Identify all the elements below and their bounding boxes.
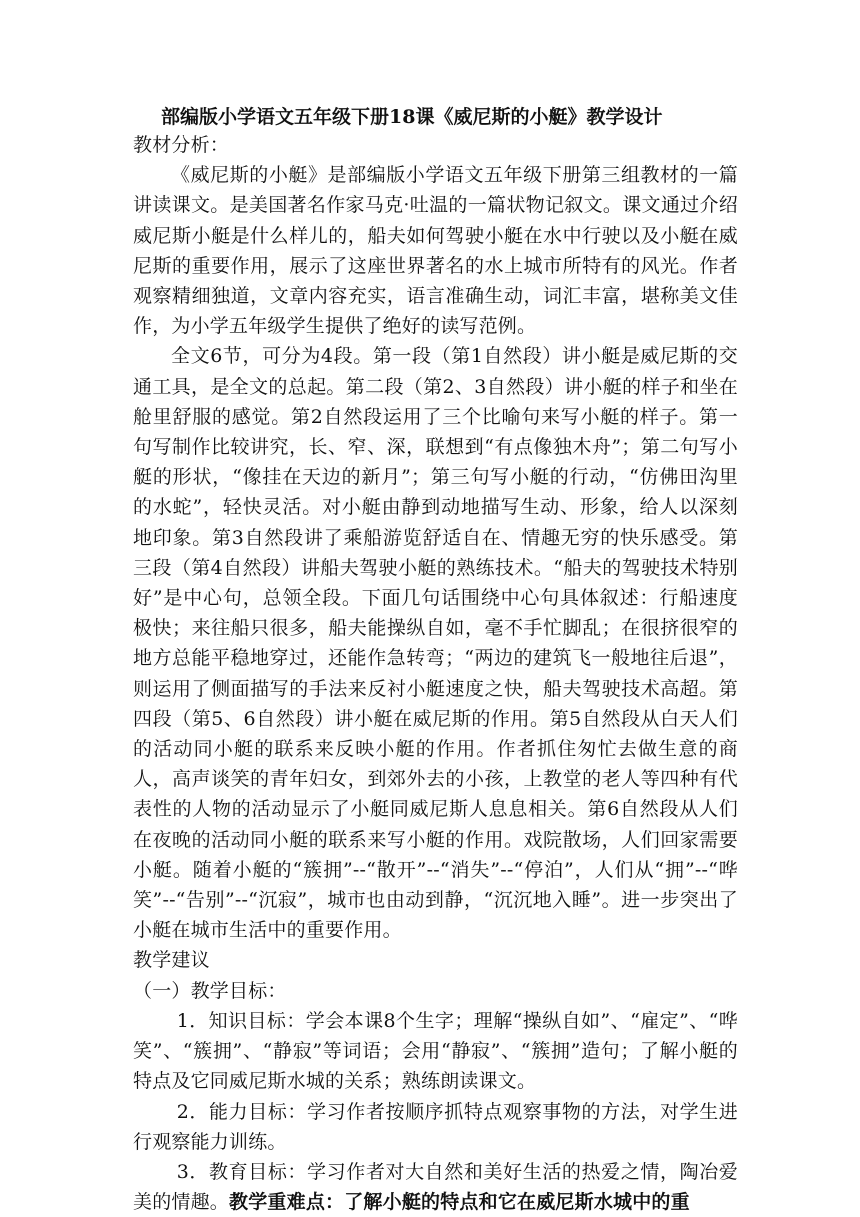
document-title: 部编版小学语文五年级下册18课《威尼斯的小艇》教学设计 (161, 106, 663, 128)
key-points-label: 教学重难点：了解小艇的特点和它在威尼斯水城中的重 (229, 1191, 690, 1214)
goals-heading: （一）教学目标： (133, 979, 287, 1002)
section-heading-suggestion: 教学建议 (133, 949, 210, 972)
goal-education-text: 3．教育目标：学习作者对大自然和美好生活的热爱之情，陶冶爱美的情趣。 (133, 1160, 738, 1214)
analysis-paragraph-1: 《威尼斯的小艇》是部编版小学语文五年级下册第三组教材的一篇讲读课文。是美国著名作家马克·吐温的一篇状物记叙文。课文通过介绍威尼斯小艇是什么样儿的，船夫如何驾驶小艇在水中行驶以及小艇在威尼斯的重要作用，展示了这座世界著名的水上城市所特有的风光。作者观察精细独道，文章内容充实，语言准确生动，词汇丰富，堪称美文佳作，为小学五年级学生提供了绝好的读写范例。 (133, 164, 738, 338)
section-heading-analysis: 教材分析： (133, 134, 230, 156)
goal-knowledge: 1．知识目标：学会本课8个生字；理解“操纵自如”、“雇定”、“哗笑”、“簇拥”、“静寂”等词语；会用“静寂”、“簇拥”造句；了解小艇的特点及它同威尼斯水城的关系；熟练朗读课文。 (133, 1009, 739, 1093)
goal-ability: 2．能力目标：学习作者按顺序抓特点观察事物的方法，对学生进行观察能力训练。 (133, 1100, 738, 1153)
analysis-paragraph-2: 全文6节，可分为4段。第一段（第1自然段）讲小艇是威尼斯的交通工具，是全文的总起。第二段（第2、3自然段）讲小艇的样子和坐在舱里舒服的感觉。第2自然段运用了三个比喻句来写小艇的样子。第一句写制作比较讲究，长、窄、深，联想到“有点像独木舟”；第二句写小艇的形状，“像挂在天边的新月”；第三句写小艇的行动，“仿佛田沟里的水蛇”，轻快灵活。对小艇由静到动地描写生动、形象，给人以深刻地印象。第3自然段讲了乘船游览舒适自在、情趣无穷的快乐感受。第三段（第4自然段）讲船夫驾驶小艇的熟练技术。“船夫的驾驶技术特别好”是中心句，总领全段。下面几句话围绕中心句具体叙述：行船速度极快；来往船只很多，船夫能操纵自如，毫不手忙脚乱；在很挤很窄的地方总能平稳地穿过，还能作急转弯；“两边的建筑飞一般地往后退”，则运用了侧面描写的手法来反衬小艇速度之快，船夫驾驶技术高超。第四段（第5、6自然段）讲小艇在威尼斯的作用。第5自然段从白天人们的活动同小艇的联系来反映小艇的作用。作者抓住匆忙去做生意的商人，高声谈笑的青年妇女，到郊外去的小孩，上教堂的老人等四种有代表性的人物的活动显示了小艇同威尼斯人息息相关。第6自然段从人们在夜晚的活动同小艇的联系来写小艇的作用。戏院散场，人们回家需要小艇。随着小艇的“簇拥”--“散开”--“消失”--“停泊”，人们从“拥”--“哗笑”--“告别”--“沉寂”，城市也由动到静，“沉沉地入睡”。进一步突出了小艇在城市生活中的重要作用。 (133, 345, 738, 942)
document-page (133, 104, 738, 1217)
goal-education (133, 1157, 738, 1217)
